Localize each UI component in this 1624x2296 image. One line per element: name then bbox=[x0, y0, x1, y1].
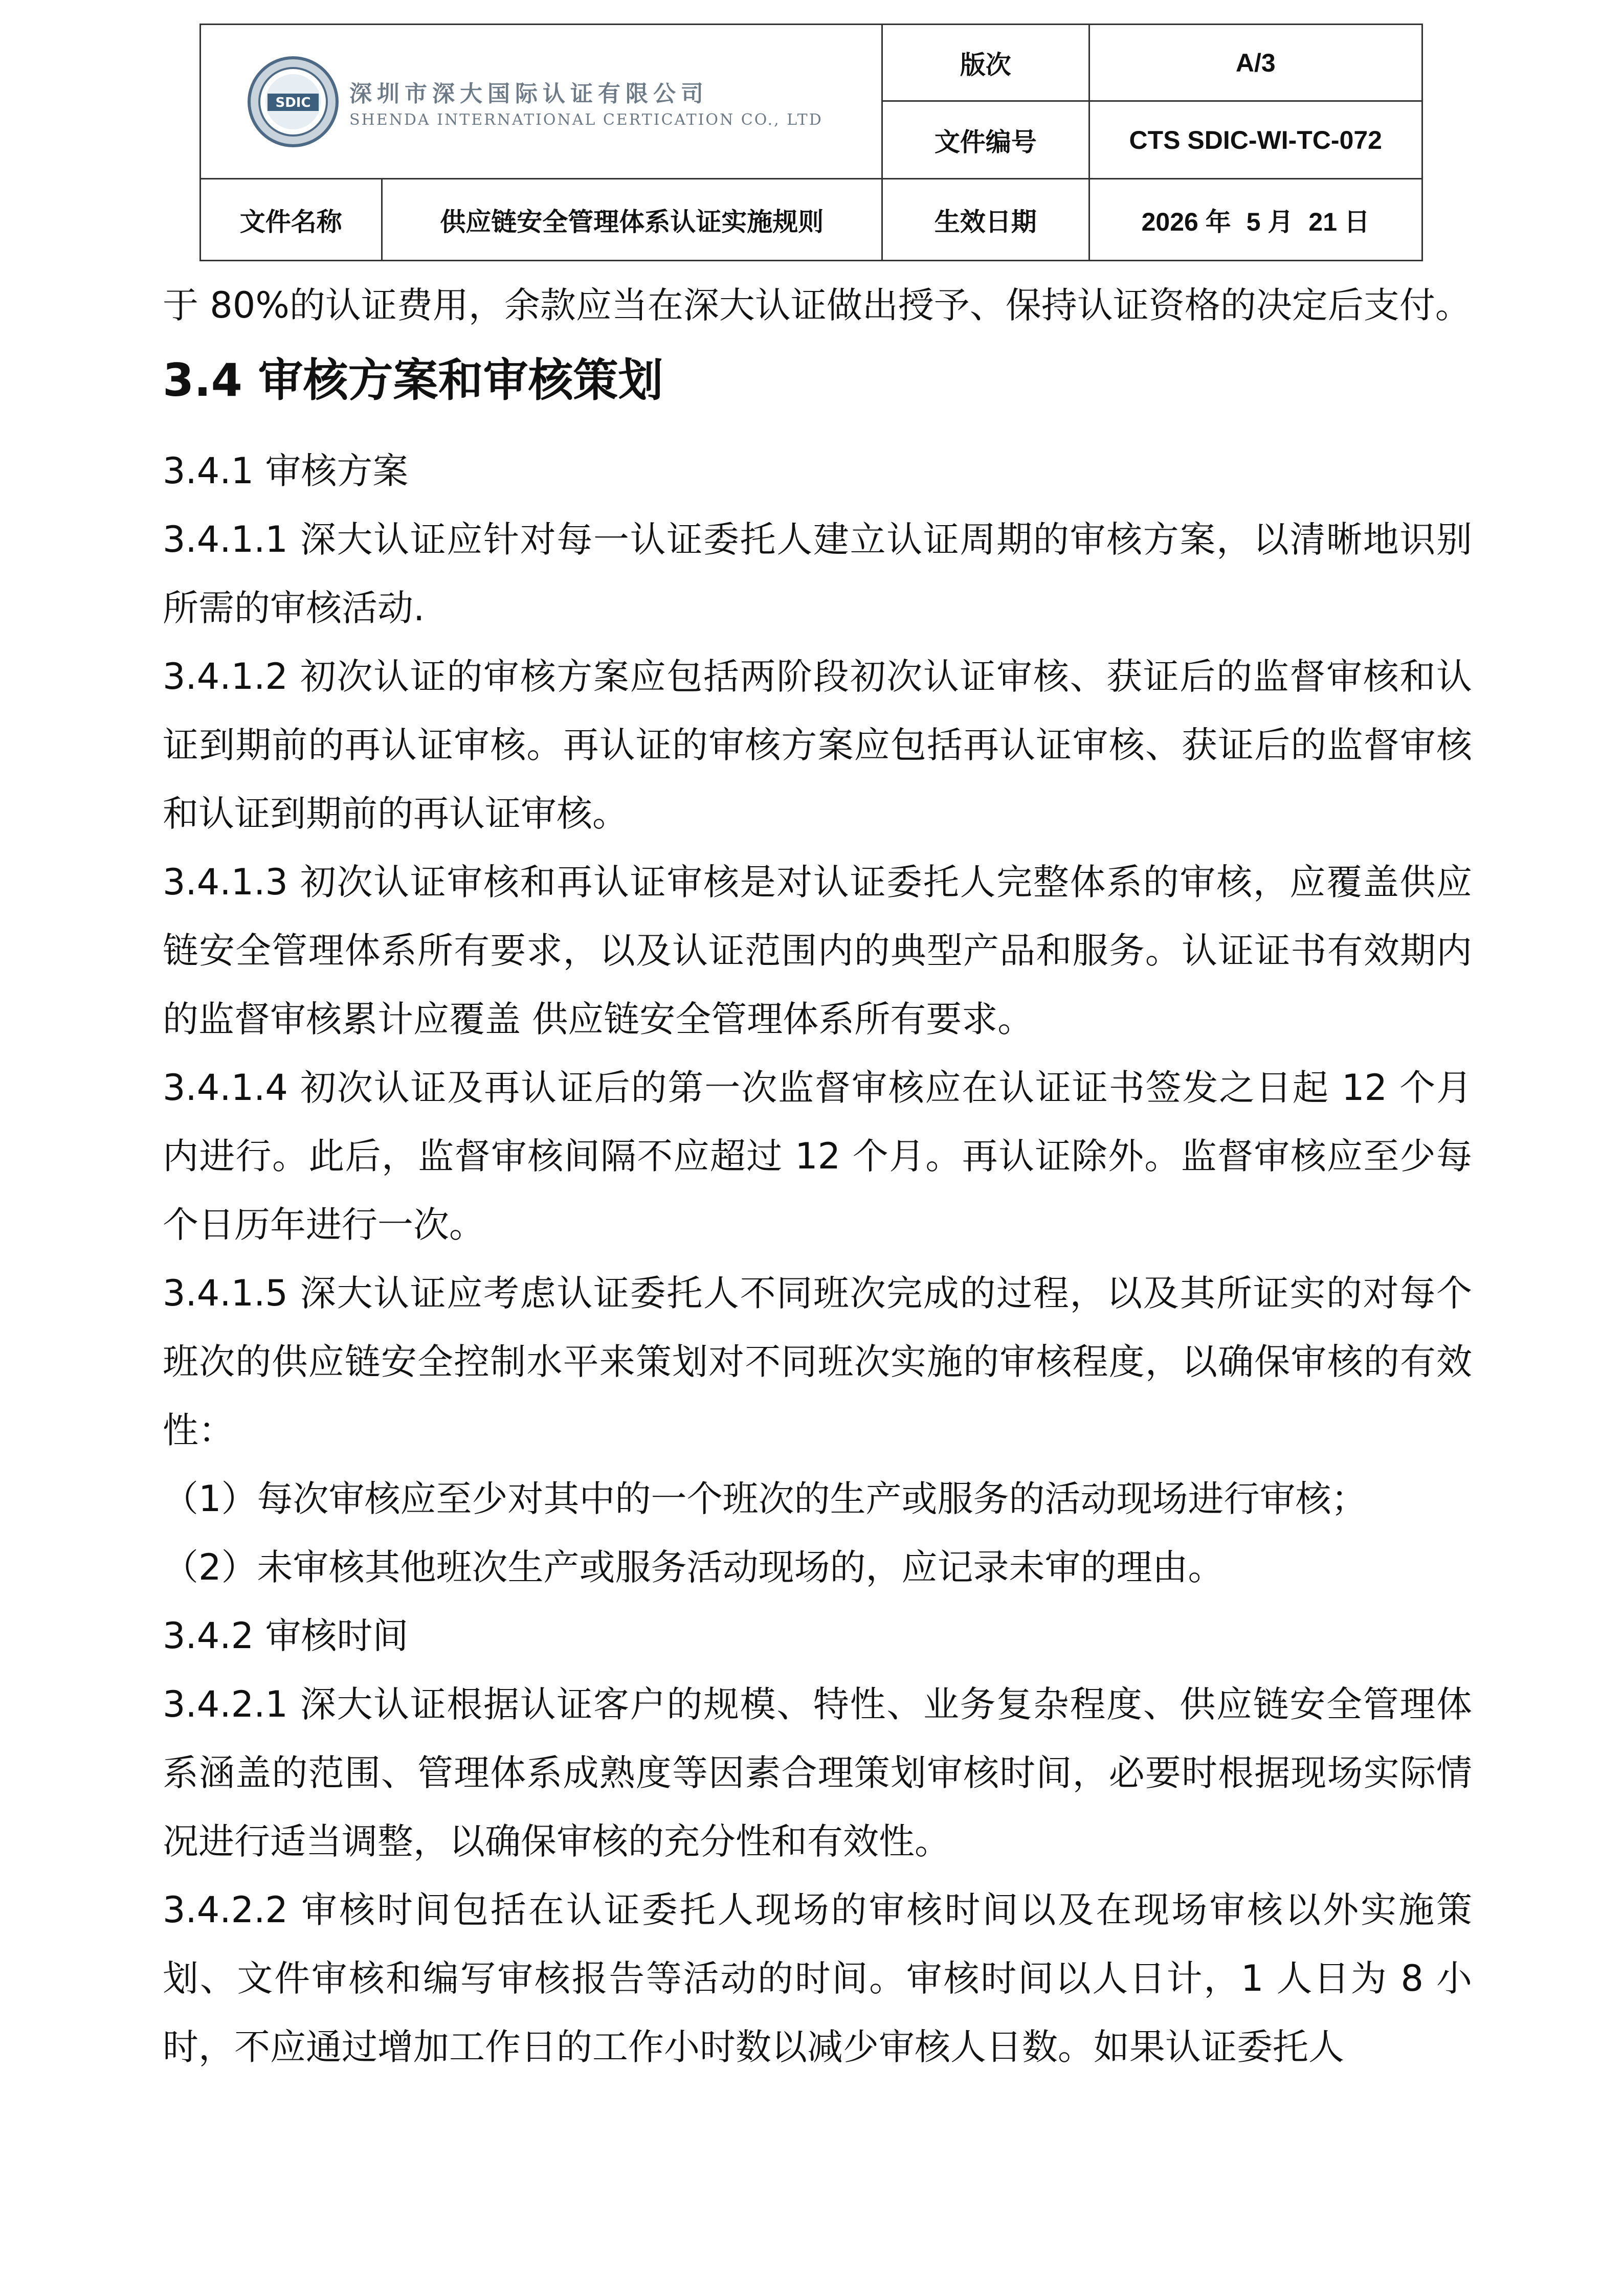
subsection-heading-3-4-1: 3.4.1 审核方案 bbox=[163, 450, 409, 492]
paragraph-continued: 于 80%的认证费用，余款应当在深大认证做出授予、保持认证资格的决定后支付。 bbox=[163, 284, 1471, 326]
paragraph-3-4-1-1: 3.4.1.1 深大认证应针对每一认证委托人建立认证周期的审核方案，以清晰地识别所需的审核活动. bbox=[163, 519, 1472, 629]
version-value: A/3 bbox=[1089, 25, 1422, 101]
effective-day: 21 日 bbox=[1308, 207, 1370, 236]
doc-number-value: CTS SDIC-WI-TC-072 bbox=[1089, 101, 1422, 179]
svg-text:SDIC: SDIC bbox=[275, 95, 311, 110]
effective-date-label: 生效日期 bbox=[882, 179, 1089, 261]
company-name-cn: 深圳市深大国际认证有限公司 bbox=[349, 80, 708, 107]
paragraph-3-4-2-1: 3.4.2.1 深大认证根据认证客户的规模、特性、业务复杂程度、供应链安全管理体系涵盖的范围、管理体系成熟度等因素合理策划审核时间，必要时根据现场实际情况进行适当调整，以确保审核的充分性和有效性。 bbox=[163, 1683, 1472, 1862]
paragraph-3-4-1-5: 3.4.1.5 深大认证应考虑认证委托人不同班次完成的过程，以及其所证实的对每个班次的供应链安全控制水平来策划对不同班次实施的审核程度，以确保审核的有效性： bbox=[163, 1272, 1472, 1451]
document-header-table bbox=[199, 24, 1423, 261]
doc-number-label: 文件编号 bbox=[882, 101, 1089, 179]
paragraph-3-4-1-3: 3.4.1.3 初次认证审核和再认证审核是对认证委托人完整体系的审核，应覆盖供应链安全管理体系所有要求，以及认证范围内的典型产品和服务。认证证书有效期内的监督审核累计应覆盖 供应链安全管理体系所有要求。 bbox=[163, 861, 1472, 1040]
doc-name-value: 供应链安全管理体系认证实施规则 bbox=[382, 179, 882, 261]
document-body bbox=[163, 271, 1472, 2081]
effective-year: 2026 年 bbox=[1141, 207, 1231, 236]
company-name-en: SHENDA INTERNATIONAL CERTICATION CO., LTD bbox=[349, 110, 823, 129]
section-heading-3-4: 3.4 审核方案和审核策划 bbox=[163, 354, 663, 407]
list-item-1: （1）每次审核应至少对其中的一个班次的生产或服务的活动现场进行审核； bbox=[163, 1478, 1367, 1520]
version-label: 版次 bbox=[882, 25, 1089, 101]
doc-name-label: 文件名称 bbox=[201, 179, 382, 261]
paragraph-3-4-1-4: 3.4.1.4 初次认证及再认证后的第一次监督审核应在认证证书签发之日起 12 个月内进行。此后，监督审核间隔不应超过 12 个月。再认证除外。监督审核应至少每个日历年进行一次。 bbox=[163, 1067, 1472, 1246]
list-item-2: （2）未审核其他班次生产或服务活动现场的，应记录未审的理由。 bbox=[163, 1546, 1224, 1588]
effective-month: 5 月 bbox=[1246, 207, 1294, 236]
effective-date-value bbox=[1089, 179, 1422, 261]
company-logo-cell bbox=[201, 25, 882, 179]
paragraph-3-4-1-2: 3.4.1.2 初次认证的审核方案应包括两阶段初次认证审核、获证后的监督审核和认证到期前的再认证审核。再认证的审核方案应包括再认证审核、获证后的监督审核和认证到期前的再认证审核。 bbox=[163, 656, 1472, 835]
company-logo-icon bbox=[247, 56, 339, 148]
subsection-heading-3-4-2: 3.4.2 审核时间 bbox=[163, 1615, 409, 1657]
paragraph-3-4-2-2: 3.4.2.2 审核时间包括在认证委托人现场的审核时间以及在现场审核以外实施策划、文件审核和编写审核报告等活动的时间。审核时间以人日计，1 人日为 8 小时，不应通过增加工作日的工作小时数以减少审核人日数。如果认证委托人 bbox=[163, 1889, 1472, 2068]
